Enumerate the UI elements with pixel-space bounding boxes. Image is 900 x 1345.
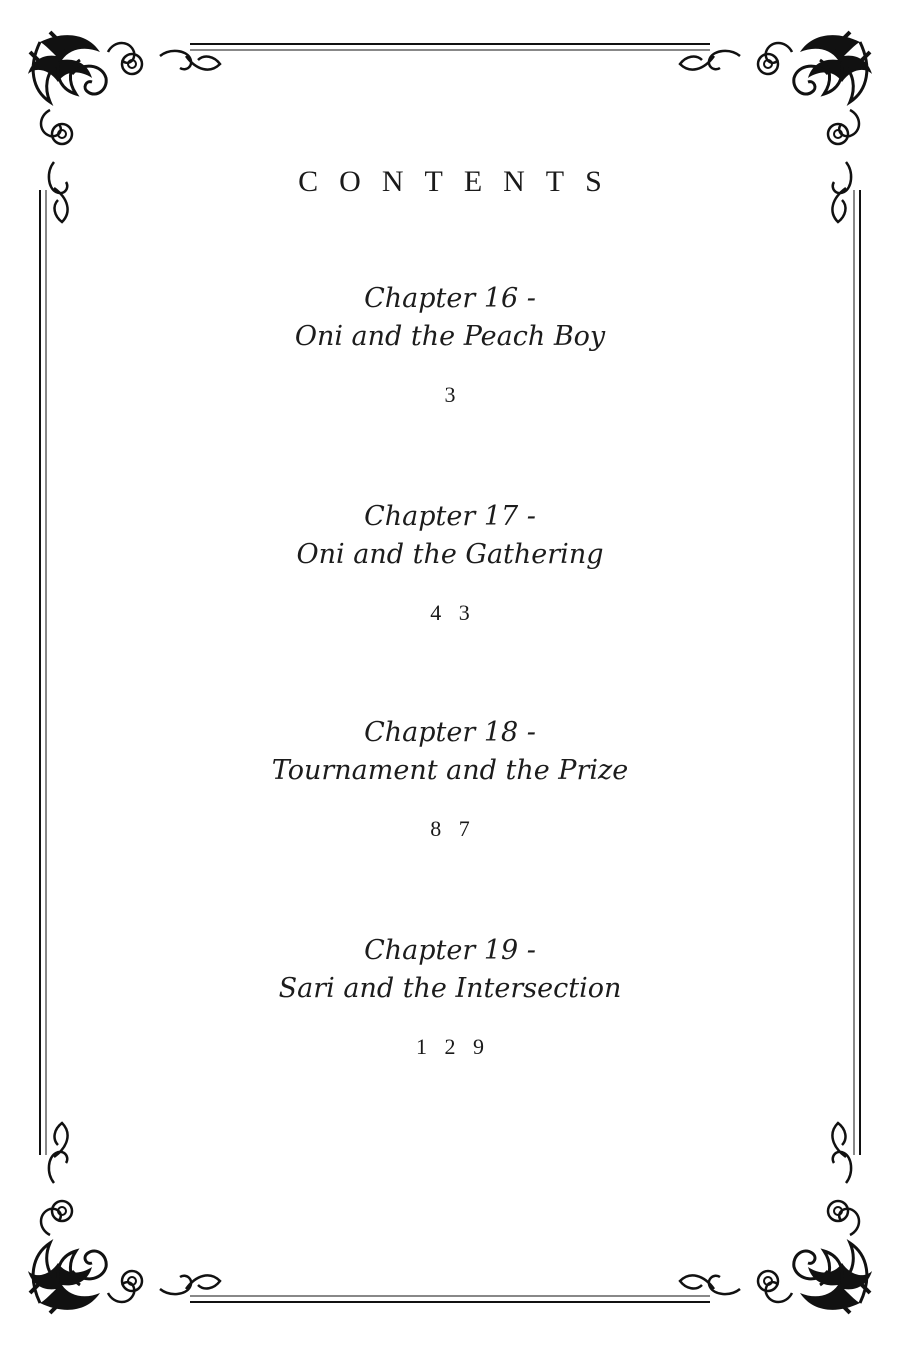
chapter-label: Chapter 19 -: [364, 935, 536, 966]
chapter-title: Oni and the Peach Boy: [294, 321, 606, 352]
toc-entry: [0, 932, 900, 1060]
chapter-label: Chapter 16 -: [364, 283, 536, 314]
page-number: 8 7: [430, 816, 476, 841]
frame-lines: [40, 44, 860, 1302]
page-title: CONTENTS: [298, 165, 623, 198]
chapter-title: Tournament and the Prize: [271, 755, 629, 786]
toc-entry: [0, 498, 900, 626]
fleur-de-lis-flourish-icon: [28, 1123, 220, 1313]
fleur-de-lis-flourish-icon: [680, 1123, 872, 1313]
chapter-title: Sari and the Intersection: [278, 973, 622, 1004]
chapter-label: Chapter 18 -: [364, 717, 536, 748]
page-number: 4 3: [430, 600, 476, 625]
toc-entry: [0, 280, 900, 408]
toc-entry: [0, 714, 900, 842]
page-number: 3: [444, 382, 462, 407]
chapter-label: Chapter 17 -: [364, 501, 536, 532]
page-number: 1 2 9: [416, 1034, 490, 1059]
chapter-title: Oni and the Gathering: [296, 539, 604, 570]
